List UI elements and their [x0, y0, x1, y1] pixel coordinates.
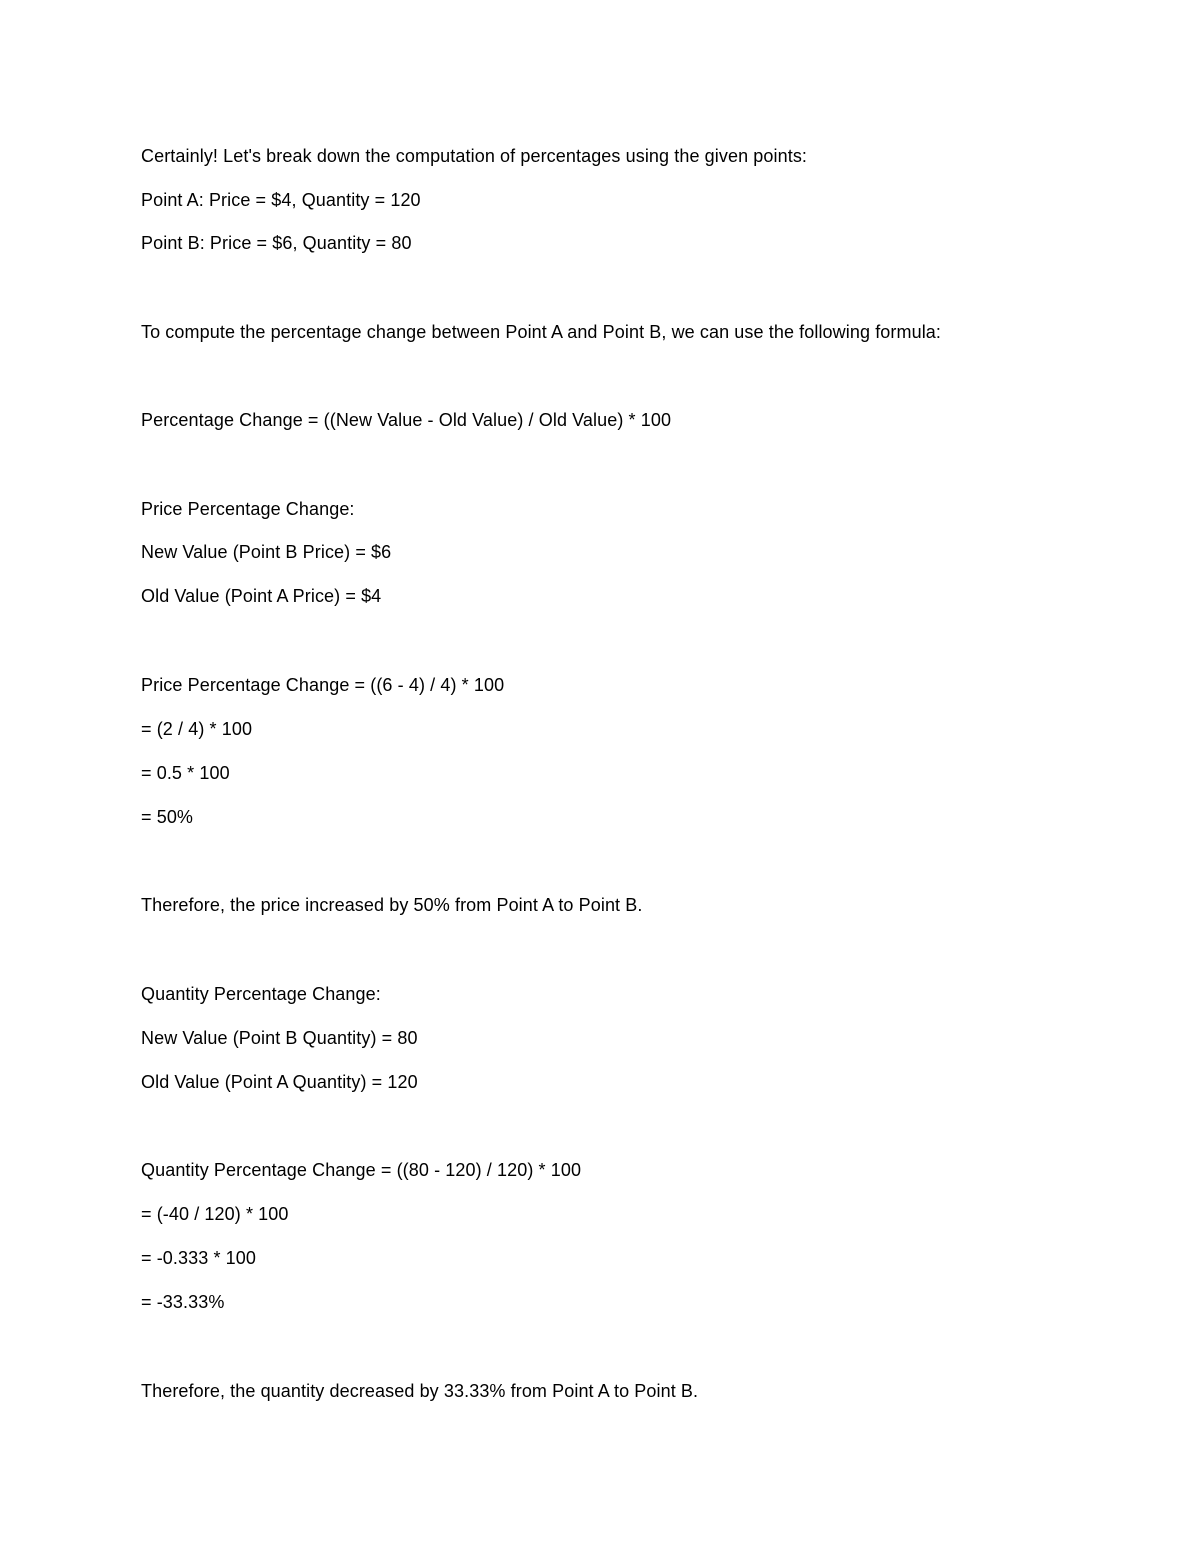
price-new-value: New Value (Point B Price) = $6: [141, 542, 392, 562]
point-b-text: Point B: Price = $6, Quantity = 80: [141, 233, 412, 253]
quantity-calc-step-2: = (-40 / 120) * 100: [141, 1204, 289, 1224]
point-a-text: Point A: Price = $4, Quantity = 120: [141, 190, 421, 210]
formula-intro-text: To compute the percentage change between Point A and Point B, we can use the following formula:: [141, 322, 942, 342]
price-calc-step-3: = 0.5 * 100: [141, 763, 230, 783]
quantity-calc-step-1: Quantity Percentage Change = ((80 - 120) / 120) * 100: [141, 1160, 582, 1180]
formula-text: Percentage Change = ((New Value - Old Value) / Old Value) * 100: [141, 410, 672, 430]
price-calc-result: = 50%: [141, 807, 194, 827]
quantity-conclusion: Therefore, the quantity decreased by 33.33% from Point A to Point B.: [141, 1381, 699, 1401]
quantity-heading: Quantity Percentage Change:: [141, 984, 381, 1004]
price-conclusion: Therefore, the price increased by 50% from Point A to Point B.: [141, 895, 643, 915]
quantity-calc-step-3: = -0.333 * 100: [141, 1248, 256, 1268]
price-calc-step-2: = (2 / 4) * 100: [141, 719, 253, 739]
price-calc-step-1: Price Percentage Change = ((6 - 4) / 4) * 100: [141, 675, 505, 695]
quantity-calc-result: = -33.33%: [141, 1292, 225, 1312]
intro-text: Certainly! Let's break down the computation of percentages using the given points:: [141, 146, 808, 166]
quantity-old-value: Old Value (Point A Quantity) = 120: [141, 1072, 418, 1092]
quantity-new-value: New Value (Point B Quantity) = 80: [141, 1028, 418, 1048]
price-old-value: Old Value (Point A Price) = $4: [141, 586, 382, 606]
price-heading: Price Percentage Change:: [141, 499, 355, 519]
